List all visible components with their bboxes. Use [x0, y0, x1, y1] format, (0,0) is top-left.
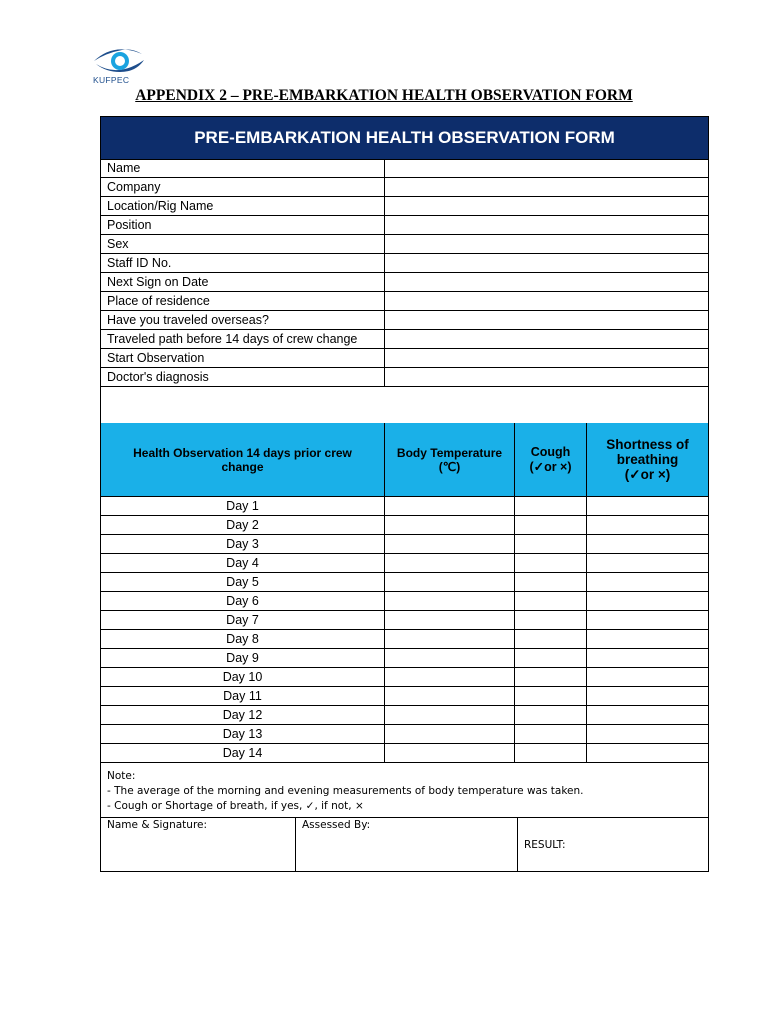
cough-cell[interactable]	[515, 744, 587, 762]
day-label: Day 5	[101, 573, 385, 591]
info-label: Next Sign on Date	[101, 273, 385, 291]
table-row	[101, 649, 708, 668]
cough-cell[interactable]	[515, 706, 587, 724]
info-label: Have you traveled overseas?	[101, 311, 385, 329]
info-value-field[interactable]	[385, 159, 708, 177]
header-text: (✓or ×)	[529, 460, 572, 474]
header-text: Cough	[530, 445, 571, 459]
table-row	[101, 744, 708, 763]
table-row	[101, 611, 708, 630]
temperature-cell[interactable]	[385, 706, 515, 724]
table-row	[101, 497, 708, 516]
info-label: Company	[101, 178, 385, 196]
day-label: Day 4	[101, 554, 385, 572]
info-row-residence	[101, 292, 708, 311]
info-label: Sex	[101, 235, 385, 253]
info-label: Staff ID No.	[101, 254, 385, 272]
info-label: Location/Rig Name	[101, 197, 385, 215]
breathing-cell[interactable]	[587, 535, 708, 553]
header-shortness-of-breathing	[587, 423, 708, 496]
cough-cell[interactable]	[515, 516, 587, 534]
day-label: Day 1	[101, 497, 385, 515]
breathing-cell[interactable]	[587, 725, 708, 743]
header-text: Body Temperature	[396, 445, 503, 460]
note-line-symbols: - Cough or Shortage of breath, if yes, ✓, if not, ×	[107, 800, 364, 812]
breathing-cell[interactable]	[587, 497, 708, 515]
logo-text: KUFPEC	[93, 75, 130, 85]
header-text: (✓or ×)	[624, 466, 671, 482]
info-value-field[interactable]	[385, 254, 708, 272]
cough-cell[interactable]	[515, 725, 587, 743]
name-signature-label: Name & Signature:	[107, 819, 208, 831]
day-label: Day 3	[101, 535, 385, 553]
temperature-cell[interactable]	[385, 687, 515, 705]
table-row	[101, 573, 708, 592]
info-value-field[interactable]	[385, 292, 708, 310]
cough-cell[interactable]	[515, 535, 587, 553]
info-fields	[101, 159, 708, 387]
note-section	[101, 763, 708, 818]
table-row	[101, 706, 708, 725]
header-text: (℃)	[438, 459, 461, 474]
header-cough	[515, 423, 587, 496]
header-body-temperature	[385, 423, 515, 496]
breathing-cell[interactable]	[587, 744, 708, 762]
info-row-start-observation	[101, 349, 708, 368]
observation-header	[101, 423, 708, 497]
temperature-cell[interactable]	[385, 535, 515, 553]
breathing-cell[interactable]	[587, 573, 708, 591]
info-row-company	[101, 178, 708, 197]
temperature-cell[interactable]	[385, 725, 515, 743]
cough-cell[interactable]	[515, 630, 587, 648]
breathing-cell[interactable]	[587, 630, 708, 648]
info-label: Name	[101, 159, 385, 177]
breathing-cell[interactable]	[587, 516, 708, 534]
breathing-cell[interactable]	[587, 706, 708, 724]
table-row	[101, 668, 708, 687]
result-label: RESULT:	[524, 839, 566, 851]
day-label: Day 11	[101, 687, 385, 705]
day-label: Day 7	[101, 611, 385, 629]
info-label: Place of residence	[101, 292, 385, 310]
info-row-traveled-path	[101, 330, 708, 349]
info-row-sex	[101, 235, 708, 254]
result-field[interactable]	[518, 818, 708, 871]
info-value-field[interactable]	[385, 349, 708, 367]
temperature-cell[interactable]	[385, 554, 515, 572]
breathing-cell[interactable]	[587, 554, 708, 572]
day-label: Day 8	[101, 630, 385, 648]
day-rows	[101, 497, 708, 763]
health-observation-form	[100, 116, 709, 872]
temperature-cell[interactable]	[385, 573, 515, 591]
info-row-name	[101, 159, 708, 178]
diagnosis-notes-field[interactable]	[101, 386, 708, 424]
info-value-field[interactable]	[385, 197, 708, 215]
info-value-field[interactable]	[385, 273, 708, 291]
day-label: Day 2	[101, 516, 385, 534]
table-row	[101, 592, 708, 611]
cough-cell[interactable]	[515, 687, 587, 705]
breathing-cell[interactable]	[587, 649, 708, 667]
temperature-cell[interactable]	[385, 516, 515, 534]
table-row	[101, 725, 708, 744]
info-value-field[interactable]	[385, 178, 708, 196]
cough-cell[interactable]	[515, 497, 587, 515]
day-label: Day 6	[101, 592, 385, 610]
day-label: Day 13	[101, 725, 385, 743]
temperature-cell[interactable]	[385, 649, 515, 667]
day-label: Day 9	[101, 649, 385, 667]
temperature-cell[interactable]	[385, 744, 515, 762]
temperature-cell[interactable]	[385, 611, 515, 629]
table-row	[101, 687, 708, 706]
assessed-by-label: Assessed By:	[302, 819, 371, 831]
table-row	[101, 554, 708, 573]
header-text: Shortness of breathing	[606, 436, 689, 467]
info-label: Doctor's diagnosis	[101, 368, 385, 386]
info-row-location	[101, 197, 708, 216]
table-row	[101, 630, 708, 649]
day-label: Day 14	[101, 744, 385, 762]
info-row-position	[101, 216, 708, 235]
note-line-temperature: - The average of the morning and evening measurements of body temperature was taken.	[107, 785, 584, 797]
day-label: Day 12	[101, 706, 385, 724]
info-row-staff-id	[101, 254, 708, 273]
cough-cell[interactable]	[515, 649, 587, 667]
signature-row	[101, 818, 708, 871]
info-label: Start Observation	[101, 349, 385, 367]
assessed-by-field[interactable]	[296, 818, 518, 871]
info-row-doctor-diagnosis	[101, 368, 708, 387]
header-health-observation: Health Observation 14 days prior crew change	[101, 423, 385, 496]
breathing-cell[interactable]	[587, 687, 708, 705]
info-label: Position	[101, 216, 385, 234]
info-label: Traveled path before 14 days of crew change	[101, 330, 385, 348]
info-value-field[interactable]	[385, 368, 708, 386]
info-value-field[interactable]	[385, 235, 708, 253]
day-label: Day 10	[101, 668, 385, 686]
temperature-cell[interactable]	[385, 668, 515, 686]
info-value-field[interactable]	[385, 311, 708, 329]
name-signature-field[interactable]	[101, 818, 296, 871]
cough-cell[interactable]	[515, 554, 587, 572]
temperature-cell[interactable]	[385, 630, 515, 648]
info-row-sign-on-date	[101, 273, 708, 292]
breathing-cell[interactable]	[587, 611, 708, 629]
temperature-cell[interactable]	[385, 592, 515, 610]
appendix-title: APPENDIX 2 – PRE-EMBARKATION HEALTH OBSERVATION FORM	[135, 87, 633, 104]
info-value-field[interactable]	[385, 330, 708, 348]
temperature-cell[interactable]	[385, 497, 515, 515]
table-row	[101, 535, 708, 554]
cough-cell[interactable]	[515, 592, 587, 610]
breathing-cell[interactable]	[587, 592, 708, 610]
cough-cell[interactable]	[515, 573, 587, 591]
note-title: Note:	[107, 770, 136, 782]
table-row	[101, 516, 708, 535]
cough-cell[interactable]	[515, 611, 587, 629]
info-row-traveled-overseas	[101, 311, 708, 330]
breathing-cell[interactable]	[587, 668, 708, 686]
cough-cell[interactable]	[515, 668, 587, 686]
info-value-field[interactable]	[385, 216, 708, 234]
form-title: PRE-EMBARKATION HEALTH OBSERVATION FORM	[101, 117, 708, 160]
